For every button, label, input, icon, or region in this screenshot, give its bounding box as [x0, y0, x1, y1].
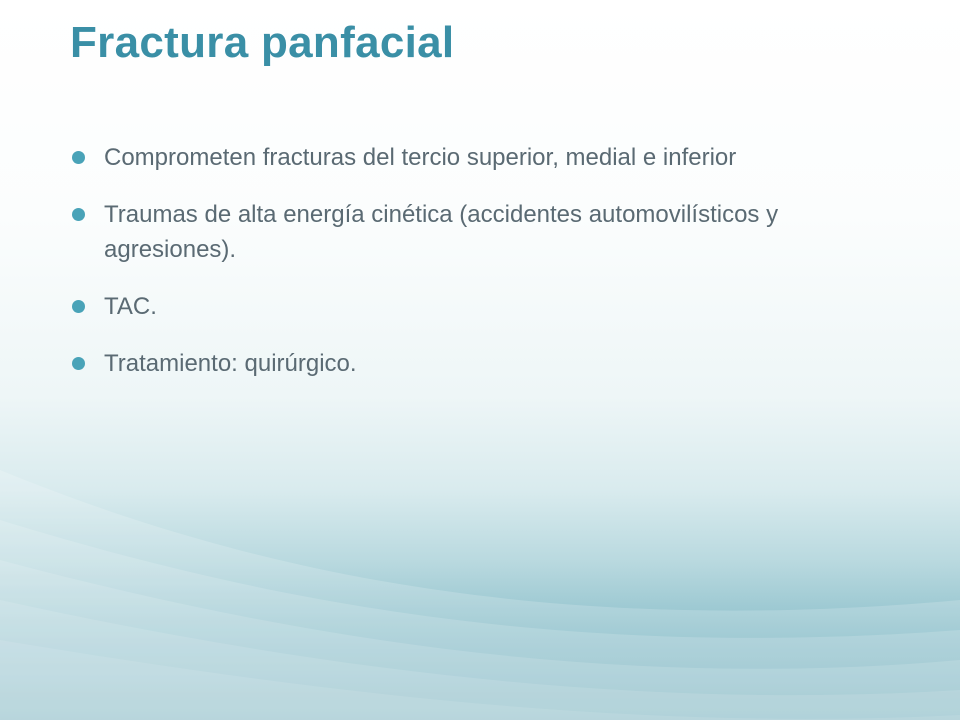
bullet-text: TAC. [104, 293, 157, 320]
bullet-list [70, 140, 870, 403]
bullet-dot-icon [72, 151, 85, 164]
bullet-item [70, 140, 870, 175]
bullet-text: Tratamiento: quirúrgico. [104, 350, 357, 377]
bullet-item [70, 197, 870, 267]
bullet-dot-icon [72, 208, 85, 221]
bullet-text: Traumas de alta energía cinética (accidentes automovilísticos y agresiones). [104, 201, 779, 263]
bullet-text: Comprometen fracturas del tercio superior, medial e inferior [104, 144, 737, 171]
bullet-dot-icon [72, 300, 85, 313]
bullet-item [70, 289, 870, 324]
bullet-item [70, 346, 870, 381]
slide-title: Fractura panfacial [70, 18, 455, 67]
bullet-dot-icon [72, 357, 85, 370]
